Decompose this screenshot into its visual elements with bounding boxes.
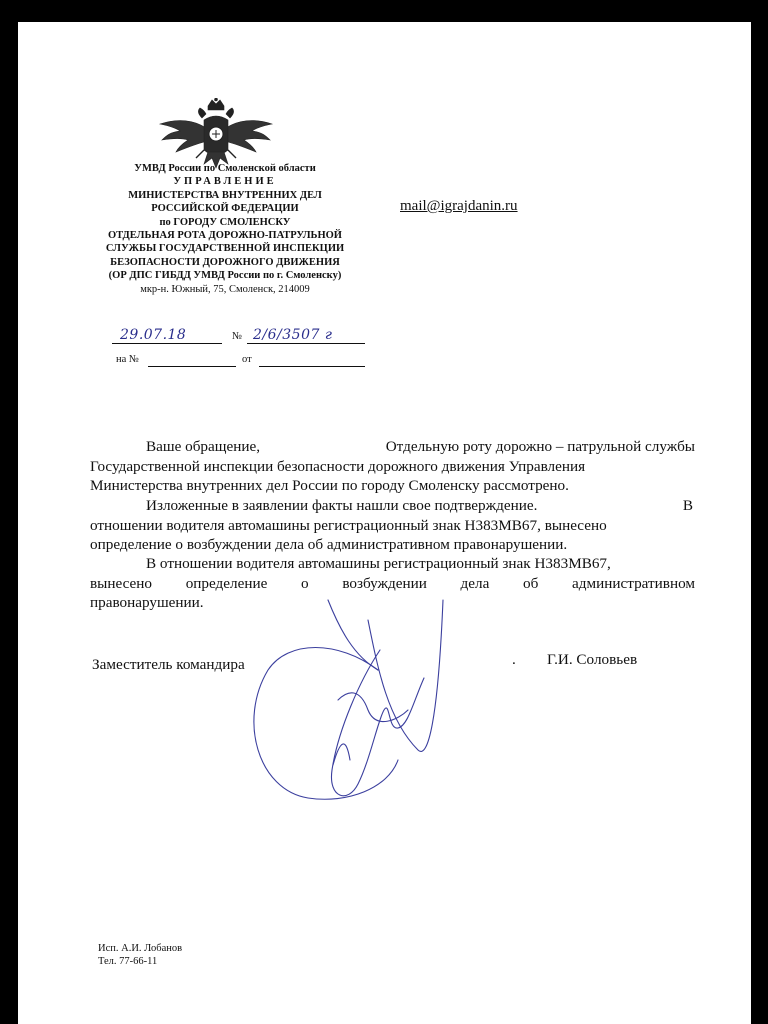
letterhead-line-abbreviation: (ОР ДПС ГИБДД УМВД России по г. Смоленску) xyxy=(108,270,342,282)
executor-footer xyxy=(98,942,182,968)
p1-line1-end: Отдельную роту дорожно – патрульной службы xyxy=(385,438,695,455)
p1-line3: Министерства внутренних дел России по городу Смоленску рассмотрено. xyxy=(90,477,569,495)
signature-dot: . xyxy=(512,651,516,668)
reference-date-label: от xyxy=(242,354,252,365)
letterhead-line-unit: ОТДЕЛЬНАЯ РОТА ДОРОЖНО-ПАТРУЛЬНОЙ xyxy=(108,230,342,242)
reference-date-underline xyxy=(259,366,365,367)
letterhead-line-ministry: МИНИСТЕРСТВА ВНУТРЕННИХ ДЕЛ xyxy=(128,189,322,201)
p3-line1: В отношении водителя автомашины регистрационный знак Н383МВ67, xyxy=(146,555,611,572)
letterhead-line-city: по ГОРОДУ СМОЛЕНСКУ xyxy=(159,216,291,228)
handwritten-date: 29.07.18 xyxy=(120,327,187,343)
p3-word: дела xyxy=(460,574,490,592)
executor-phone: Тел. 77-66-11 xyxy=(98,956,158,967)
p3-word: об xyxy=(523,574,539,592)
executor-name: Исп. А.И. Лобанов xyxy=(98,943,183,954)
p3-line2 xyxy=(90,574,695,594)
letterhead-line-safety: БЕЗОПАСНОСТИ ДОРОЖНОГО ДВИЖЕНИЯ xyxy=(110,256,340,268)
letterhead-line-federation: РОССИЙСКОЙ ФЕДЕРАЦИИ xyxy=(151,203,299,215)
scan-border-right xyxy=(751,22,768,1024)
p3-word: вынесено xyxy=(90,574,153,592)
scan-border-top xyxy=(0,0,768,22)
p3-word: административном xyxy=(572,574,695,592)
signatory-name: Г.И. Соловьев xyxy=(547,651,638,668)
reference-number-label: на № xyxy=(116,354,139,365)
date-underline xyxy=(112,343,222,344)
letterhead-address: мкр-н. Южный, 75, Смоленск, 214009 xyxy=(140,283,310,295)
p1-line2: Государственной инспекции безопасности дорожного движения Управления xyxy=(90,457,586,475)
letterhead xyxy=(90,162,360,296)
paragraph-decision xyxy=(90,554,695,613)
paragraph-response xyxy=(90,437,695,496)
p2-line2: отношении водителя автомашины регистрационный знак Н383МВ67, вынесено xyxy=(90,516,607,534)
p2-line1-start: Изложенные в заявлении факты нашли свое подтверждение. xyxy=(146,497,538,514)
letterhead-line-department: УПРАВЛЕНИЕ xyxy=(173,176,277,188)
p1-line1-start: Ваше обращение, xyxy=(146,438,260,455)
p3-word: о xyxy=(301,574,309,592)
letterhead-line-service: СЛУЖБЫ ГОСУДАРСТВЕННОЙ ИНСПЕКЦИИ xyxy=(105,243,345,255)
recipient-email-link[interactable]: mail@igrajdanin.ru xyxy=(400,198,518,214)
p3-line3: правонарушении. xyxy=(90,594,204,612)
p3-word: возбуждении xyxy=(342,574,427,592)
letterhead-line-region: УМВД России по Смоленской области xyxy=(134,163,316,174)
p2-line1-end: В xyxy=(682,497,693,514)
number-label: № xyxy=(232,331,243,342)
reference-number-underline xyxy=(148,366,236,367)
signatory-title: Заместитель командира xyxy=(92,656,245,673)
handwritten-number: 2/6/3507 г xyxy=(253,327,333,343)
p2-line3: определение о возбуждении дела об административном правонарушении. xyxy=(90,536,568,554)
number-underline xyxy=(247,343,365,344)
paragraph-findings xyxy=(90,496,695,555)
p3-word: определение xyxy=(185,574,268,592)
